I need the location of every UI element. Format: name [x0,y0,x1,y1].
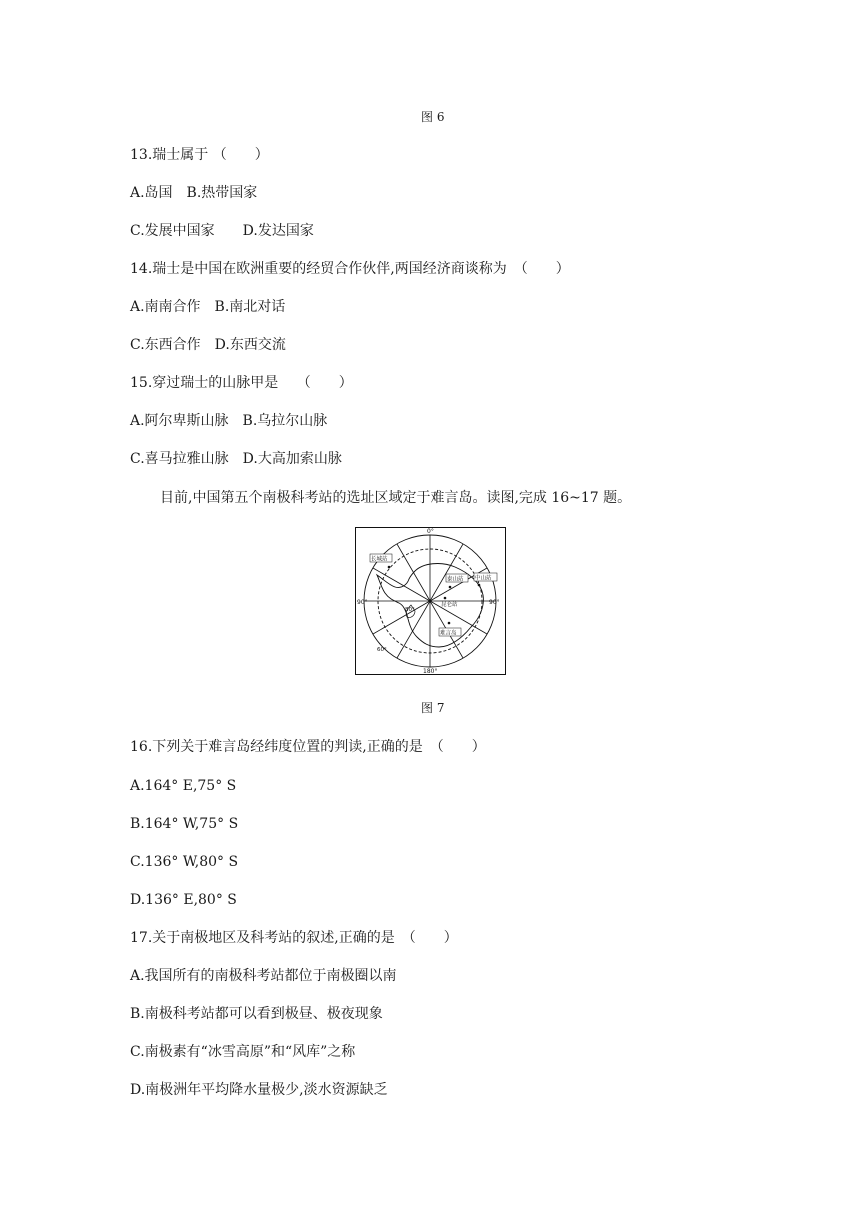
question-16-option-b: B.164° W,75° S [130,816,239,832]
question-14-options-cd: C.东西合作 D.东西交流 [130,337,286,353]
question-15-options-cd: C.喜马拉雅山脉 D.大高加索山脉 [130,451,342,467]
station-changcheng-label: 长城站 [371,556,388,563]
question-15-options-ab: A.阿尔卑斯山脉 B.乌拉尔山脉 [130,413,328,429]
lon-90-east-label: 90° [489,599,500,606]
station-zhongshan-label: 中山站 [475,575,492,582]
changcheng-station-dot [388,566,391,569]
nanyan-island-dot [448,622,451,625]
figure-6-caption: 图 6 [421,110,445,124]
question-17-stem: 17.关于南极地区及科考站的叙述,正确的是 （ ） [130,930,458,946]
question-13-options-ab: A.岛国 B.热带国家 [130,185,258,201]
taishan-station-dot [449,586,452,589]
question-16-option-a: A.164° E,75° S [130,778,237,794]
lat-60-label: 60° [377,647,387,653]
figure-7-caption: 图 7 [421,701,445,715]
question-17-option-b: B.南极科考站都可以看到极昼、极夜现象 [130,1006,383,1022]
intro-paragraph: 目前,中国第五个南极科考站的选址区域定于难言岛。读图,完成 16~17 题。 [160,490,632,506]
question-16-stem: 16.下列关于难言岛经纬度位置的判读,正确的是 （ ） [130,739,486,755]
lat-80-label: 80° [405,607,415,613]
question-14-options-ab: A.南南合作 B.南北对话 [130,299,286,315]
question-16-option-c: C.136° W,80° S [130,854,239,870]
question-14-stem: 14.瑞士是中国在欧洲重要的经贸合作伙伴,两国经济商谈称为 （ ） [130,261,570,277]
station-kunlun-label: 昆仑站 [441,602,458,608]
lon-0-label: 0° [427,528,434,535]
station-taishan-label: 泰山站 [447,576,464,583]
question-13-stem: 13.瑞士属于 （ ） [130,147,269,163]
kunlun-station-dot [444,597,447,600]
lon-180-label: 180° [423,668,438,675]
lon-90-west-label: 90° [357,599,368,606]
question-17-option-d: D.南极洲年平均降水量极少,淡水资源缺乏 [130,1082,388,1098]
question-15-stem: 15.穿过瑞士的山脉甲是 （ ） [130,375,353,391]
question-16-option-d: D.136° E,80° S [130,892,237,908]
antarctica-polar-map [355,527,506,675]
question-13-options-cd: C.发展中国家 D.发达国家 [130,223,314,239]
island-nanyan-label: 难言岛 [440,630,457,637]
zhongshan-station-dot [478,584,481,587]
question-17-option-a: A.我国所有的南极科考站都位于南极圈以南 [130,968,397,984]
question-17-option-c: C.南极素有“冰雪高原”和“风库”之称 [130,1044,356,1060]
